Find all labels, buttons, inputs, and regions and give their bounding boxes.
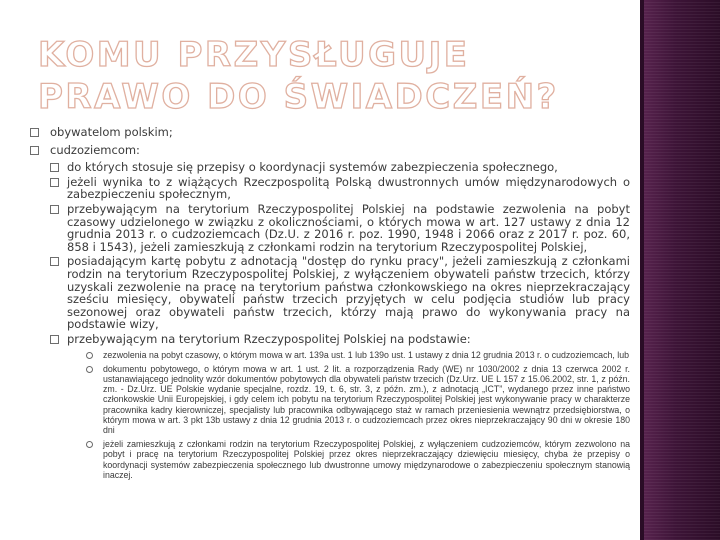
checkbox-square-icon xyxy=(50,257,59,266)
checkbox-square-icon xyxy=(50,205,59,214)
checkbox-square-icon xyxy=(30,128,39,137)
sub-list-item xyxy=(50,333,630,346)
ring-bullet-icon xyxy=(86,366,93,373)
nested-list-item xyxy=(86,364,630,435)
list-item-text: obywatelom polskim; xyxy=(50,125,173,139)
sub-list-item-text: przebywającym na terytorium Rzeczypospolitej Polskiej na podstawie: xyxy=(67,331,471,346)
ring-bullet-icon xyxy=(86,352,93,359)
checkbox-square-icon xyxy=(50,163,59,172)
content-list xyxy=(30,126,630,482)
nested-list-item xyxy=(86,350,630,360)
sub-list-item xyxy=(50,203,630,253)
checkbox-square-icon xyxy=(30,146,39,155)
list-item xyxy=(30,144,630,157)
list-item xyxy=(30,126,630,139)
list-item-text: cudzoziemcom: xyxy=(50,142,140,157)
nested-list-item-text: jeżeli zamieszkują z członkami rodzin na terytorium Rzeczypospolitej Polskiej, z wyłączeniem cudzoziemców, którym zezwolono na pobyt i pracę na terytorium Rzeczypospolitej Polskiej przez okres nieprzekraczający dziewięciu miesięcy, chyba że przepisy o koordynacji systemów zabezpieczenia społecznego lub dwustronne umowy międzynarodowe o zabezpieczeniu społecznym stanowią inaczej. xyxy=(103,439,630,480)
sub-list-item-text: do których stosuje się przepisy o koordynacji systemów zabezpieczenia społecznego, xyxy=(67,160,558,175)
decorative-sidebar xyxy=(640,0,720,540)
slide-title: KOMU PRZYSŁUGUJE PRAWO DO ŚWIADCZEŃ? xyxy=(38,35,559,117)
sub-list-item xyxy=(50,161,630,174)
ring-bullet-icon xyxy=(86,441,93,448)
sub-list-item-text: posiadającym kartę pobytu z adnotacją "dostęp do rynku pracy", jeżeli zamieszkują z członkami rodzin na terytorium Rzeczypospolitej Polskiej, z wyłączeniem obywateli państw trzecich, którzy uzyskali zezwolenie na pracę na terytorium państwa członkowskiego na okres nieprzekraczający sześciu miesięcy, obywateli państw trzecich przyjętych w celu podjęcia studiów lub pracy sezonowej oraz obywateli państw trzecich, którzy mają prawo do wykonywania pracy na podstawie wizy, xyxy=(67,254,630,332)
checkbox-square-icon xyxy=(50,178,59,187)
nested-list-item-text: dokumentu pobytowego, o którym mowa w art. 1 ust. 2 lit. a rozporządzenia Rady (WE) nr 1030/2002 z dnia 13 czerwca 2002 r. ustanawiającego jednolity wzór dokumentów pobytowych dla obywateli państw trzecich (Dz.Urz. UE L 157 z 15.06.2002, str. 1, z późn. zm. - Dz.Urz. UE Polskie wydanie specjalne, rozdz. 19, t. 6, str. 3, z późn. zm.), z adnotacją „ICT”, wydanego przez inne państwo członkowskie Unii Europejskiej, i gdy celem ich pobytu na terytorium Rzeczypospolitej Polskiej jest wykonywanie pracy w charakterze pracownika kadry kierowniczej, specjalisty lub pracownika odbywającego staż w ramach przeniesienia wewnątrz przedsiębiorstwa, o którym mowa w art. 3 pkt 13b ustawy z dnia 12 grudnia 2013 r. o cudzoziemcach przez okres nieprzekraczający 90 dni w okresie 180 dni xyxy=(103,363,630,435)
sub-list-item-text: jeżeli wynika to z wiążących Rzeczpospolitą Polską dwustronnych umów międzynarodowych o zabezpieczeniu społecznym, xyxy=(67,174,630,202)
nested-list-item xyxy=(86,439,630,480)
sub-list-item xyxy=(50,176,630,201)
sub-list-item-text: przebywającym na terytorium Rzeczypospolitej Polskiej na podstawie zezwolenia na pobyt czasowy udzielonego w związku z okolicznościami, o których mowa w art. 127 ustawy z dnia 12 grudnia 2013 r. o cudzoziemcach (Dz.U. z 2016 r. poz. 1990, 1948 i 2066 oraz z 2017 r. poz. 60, 858 i 1543), jeżeli zamieszkują z członkami rodzin na terytorium Rzeczypospolitej Polskiej, xyxy=(67,201,630,254)
sub-list-item xyxy=(50,255,630,331)
sidebar-edge xyxy=(640,0,644,540)
checkbox-square-icon xyxy=(50,335,59,344)
nested-list-item-text: zezwolenia na pobyt czasowy, o którym mowa w art. 139a ust. 1 lub 139o ust. 1 ustawy z dnia 12 grudnia 2013 r. o cudzoziemcach, lub xyxy=(103,349,629,360)
